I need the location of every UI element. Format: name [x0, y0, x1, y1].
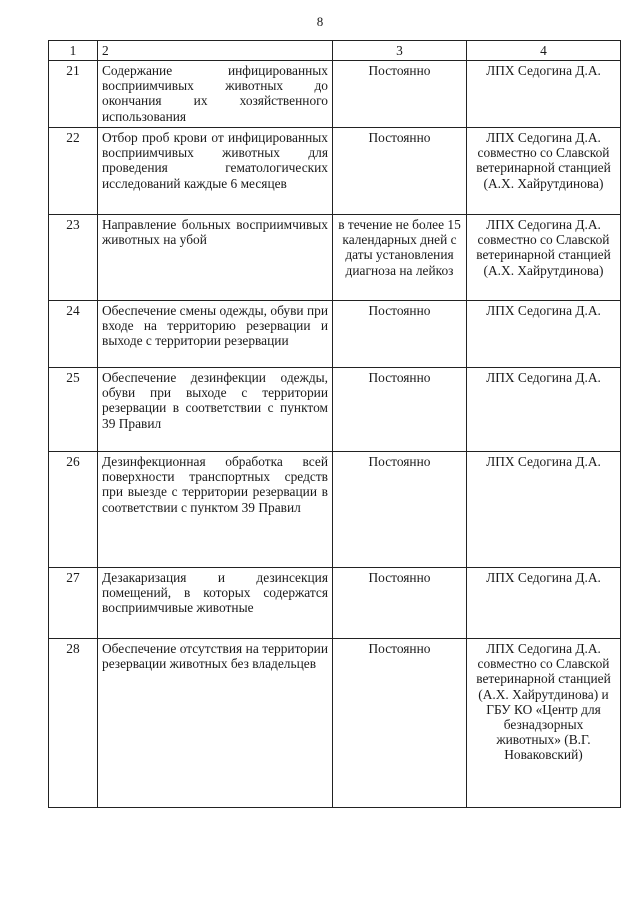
row-number: 23 [49, 215, 98, 301]
row-term: в течение не более 15 календарных дней с даты установления диагноза на лейкоз [333, 215, 467, 301]
row-responsible: ЛПХ Седогина Д.А. совместно со Славской ветеринарной станцией (А.Х. Хайрутдинова) [467, 215, 621, 301]
row-term: Постоянно [333, 452, 467, 568]
table-row [49, 61, 621, 128]
table-row [49, 215, 621, 301]
row-measure: Обеспечение дезинфекции одежды, обуви при выходе с территории резервации в соответствии с пунктом 39 Правил [98, 368, 333, 452]
table-row [49, 301, 621, 368]
row-measure: Направление больных восприимчивых животных на убой [98, 215, 333, 301]
table-row [49, 128, 621, 215]
page-number: 8 [316, 14, 324, 29]
row-measure: Дезинфекционная обработка всей поверхности транспортных средств при выезде с территории резервации в соответствии с пунктом 39 Правил [98, 452, 333, 568]
table-row [49, 452, 621, 568]
row-term: Постоянно [333, 639, 467, 808]
row-responsible: ЛПХ Седогина Д.А. [467, 452, 621, 568]
row-term: Постоянно [333, 61, 467, 128]
table-row [49, 639, 621, 808]
header-col-3: 3 [333, 41, 467, 61]
row-number: 25 [49, 368, 98, 452]
row-responsible: ЛПХ Седогина Д.А. [467, 301, 621, 368]
row-measure: Обеспечение смены одежды, обуви при входе на территорию резервации и выходе с территории резервации [98, 301, 333, 368]
row-measure: Дезакаризация и дезинсекция помещений, в которых содержатся восприимчивые животные [98, 568, 333, 639]
row-responsible: ЛПХ Седогина Д.А. [467, 568, 621, 639]
row-responsible: ЛПХ Седогина Д.А. совместно со Славской ветеринарной станцией (А.Х. Хайрутдинова) [467, 128, 621, 215]
row-number: 24 [49, 301, 98, 368]
row-number: 27 [49, 568, 98, 639]
row-term: Постоянно [333, 128, 467, 215]
row-term: Постоянно [333, 568, 467, 639]
measures-table [48, 40, 621, 808]
table-row [49, 568, 621, 639]
row-number: 26 [49, 452, 98, 568]
row-number: 21 [49, 61, 98, 128]
header-col-4: 4 [467, 41, 621, 61]
table-header-row [49, 41, 621, 61]
row-measure: Отбор проб крови от инфицированных восприимчивых животных для проведения гематологических исследований каждые 6 месяцев [98, 128, 333, 215]
row-term: Постоянно [333, 368, 467, 452]
row-measure: Обеспечение отсутствия на территории резервации животных без владельцев [98, 639, 333, 808]
row-responsible: ЛПХ Седогина Д.А. совместно со Славской ветеринарной станцией (А.Х. Хайрутдинова) и ГБУ КО «Центр для безнадзорных животных» (В.Г. Новаковский) [467, 639, 621, 808]
row-measure: Содержание инфицированных восприимчивых животных до окончания их хозяйственного использования [98, 61, 333, 128]
row-responsible: ЛПХ Седогина Д.А. [467, 368, 621, 452]
row-number: 28 [49, 639, 98, 808]
row-number: 22 [49, 128, 98, 215]
header-col-1: 1 [49, 41, 98, 61]
row-responsible: ЛПХ Седогина Д.А. [467, 61, 621, 128]
table-row [49, 368, 621, 452]
row-term: Постоянно [333, 301, 467, 368]
header-col-2: 2 [98, 41, 333, 61]
